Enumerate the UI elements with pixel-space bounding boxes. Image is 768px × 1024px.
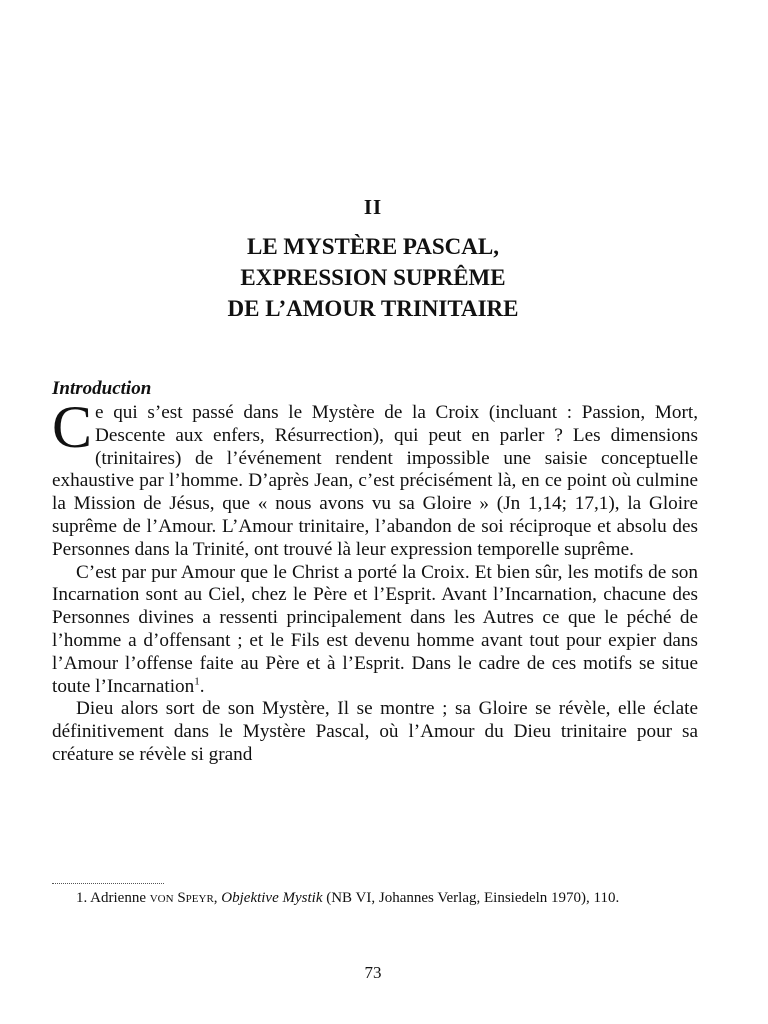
footnote-work-title: Objektive Mystik xyxy=(221,890,323,906)
paragraph xyxy=(52,562,698,699)
footnote-number: 1. Adrienne xyxy=(76,890,150,906)
chapter-title-line: LE MYSTÈRE PASCAL, xyxy=(247,234,499,259)
footnote-author: von Speyr xyxy=(149,890,214,906)
footnote-divider xyxy=(52,883,164,884)
chapter-number: II xyxy=(363,195,383,219)
paragraph xyxy=(52,394,698,562)
paragraph-text: C’est par pur Amour que le Christ a porté la Croix. Et bien sûr, les motifs de son Incarnation sont au Ciel, chez le Père et l’Esprit. Avant l’Incarnation, chacune des Personnes divines a ressenti principalement dans les Autres ce que le péché de l’homme a d’offensant ; et le Fils est devenu homme avant tout pour expier dans l’Amour l’offense faite au Père et à l’Esprit. Dans le cadre de ces motifs se situe toute l’Incarnation xyxy=(52,561,698,697)
body-text xyxy=(52,394,698,767)
section-heading: Introduction xyxy=(52,378,152,399)
footnote-separator: , xyxy=(213,890,222,906)
footnote-reference: 1 xyxy=(194,675,200,688)
chapter-title-line: EXPRESSION SUPRÊME xyxy=(240,265,506,290)
paragraph-text: e qui s’est passé dans le Mystère de la Croix (incluant : Passion, Mort, Descente aux enfers, Résurrection), qui peut en parler ? Les dimensions (trinitaires) de l’événement rendent impossible une saisie conceptuelle exhaustive par l’homme. D’après Jean, c’est précisément là, en ce point où culmine la Mission de Jésus, que « nous avons vu sa Gloire » (Jn 1,14; 17,1), la Gloire suprême de l’Amour. L’Amour trinitaire, l’abandon de soi réciproque et absolu des Personnes dans la Trinité, ont trouvé là leur expression temporelle suprême. xyxy=(52,402,698,560)
paragraph xyxy=(52,698,698,766)
page-number: 73 xyxy=(364,963,382,982)
footnote-details: (NB VI, Johannes Verlag, Einsiedeln 1970), 110. xyxy=(322,890,620,906)
chapter-title-line: DE L’AMOUR TRINITAIRE xyxy=(227,296,519,321)
paragraph-text: Dieu alors sort de son Mystère, Il se montre ; sa Gloire se révèle, elle éclate définitivement dans le Mystère Pascal, où l’Amour du Dieu trinitaire pour sa créature se révèle si grand xyxy=(52,698,698,765)
drop-cap: C xyxy=(52,394,93,460)
footnote xyxy=(52,889,700,908)
paragraph-text-end: . xyxy=(199,675,205,697)
chapter-title xyxy=(0,231,746,324)
